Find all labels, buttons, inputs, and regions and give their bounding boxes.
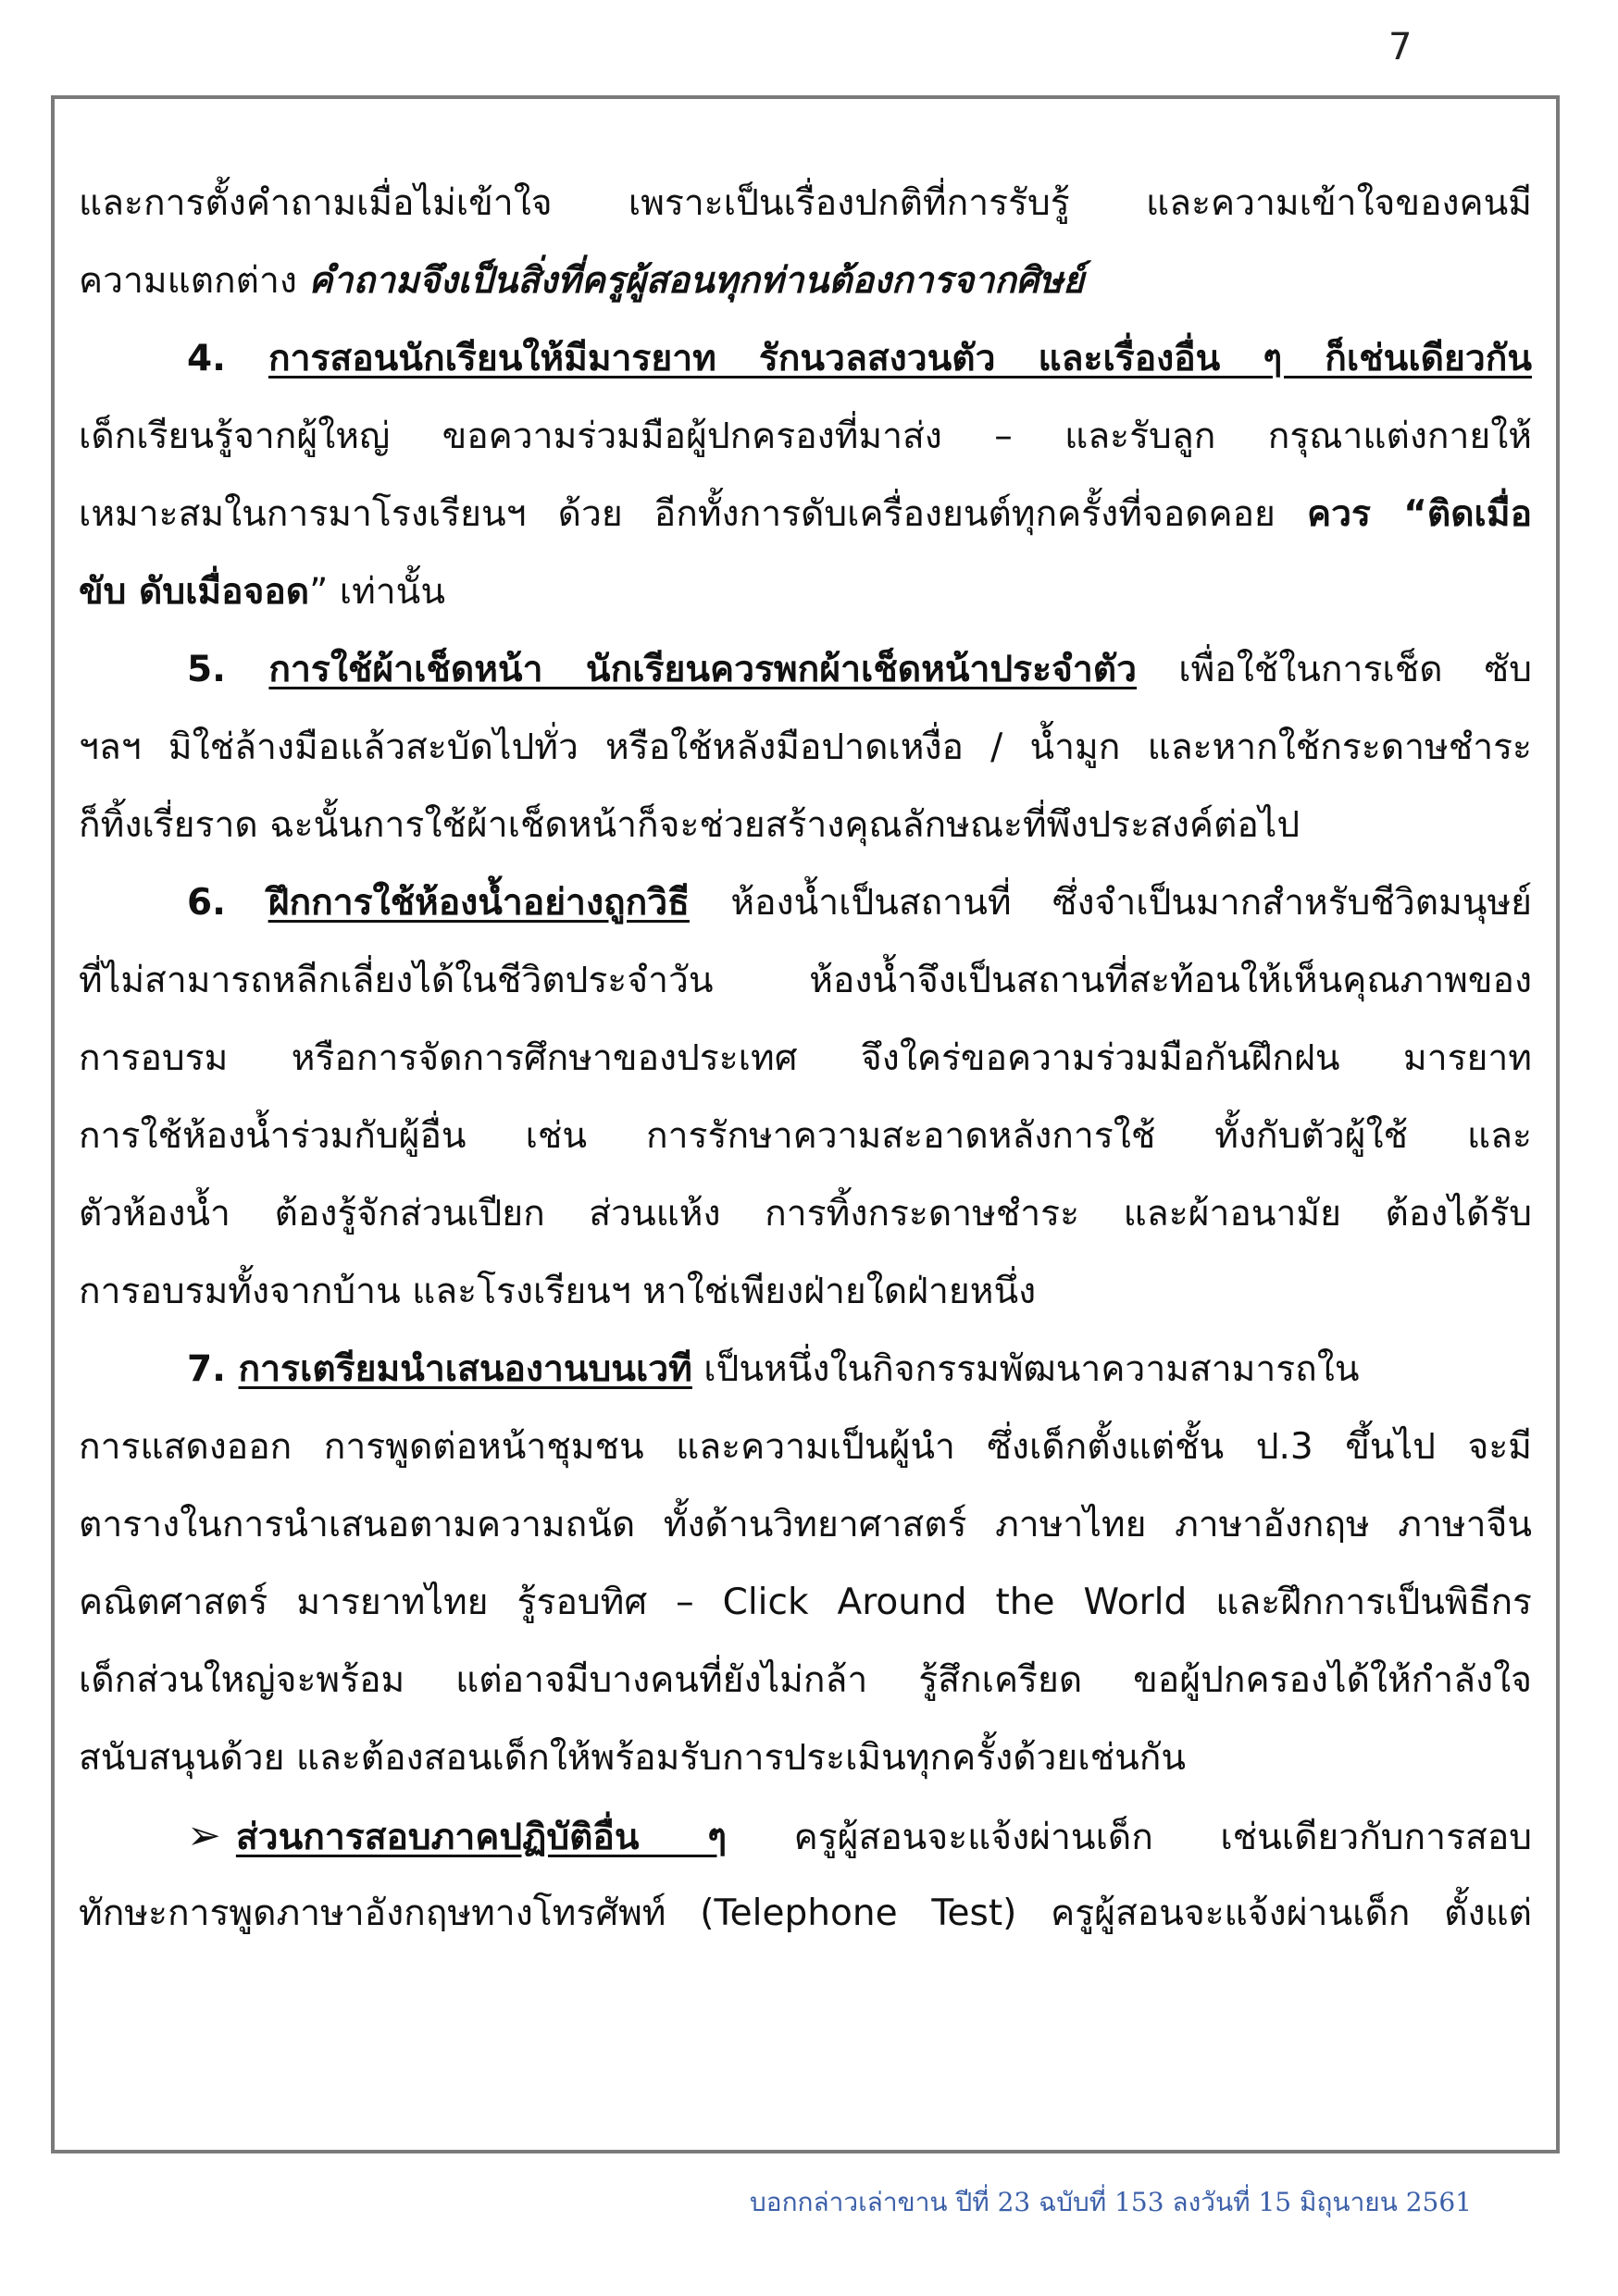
paragraph-line	[79, 240, 1532, 323]
section-title: ฝึกการใช้ห้องน้ำอย่างถูกวิธี	[268, 882, 690, 924]
text-run: เพื่อใช้ในการเช็ด ซับ	[1137, 649, 1532, 690]
paragraph-line: เด็กส่วนใหญ่จะพร้อม แต่อาจมีบางคนที่ยังไม่กล้า รู้สึกเครียด ขอผู้ปกครองได้ให้กำลังใจ	[79, 1659, 1532, 1701]
section-number: 5.	[187, 649, 269, 690]
footer-text: บอกกล่าวเล่าขาน ปีที่ 23 ฉบับที่ 153 ลงวันที่ 15 มิถุนายน 2561	[750, 2187, 1472, 2217]
section-4-heading	[79, 317, 1532, 401]
paragraph-line	[79, 551, 1532, 634]
section-title: การเตรียมนำเสนองานบนเวที	[238, 1348, 692, 1390]
paragraph-line	[79, 473, 1532, 556]
section-number: 7.	[187, 1348, 239, 1390]
text-run: ครูผู้สอนจะแจ้งผ่านเด็ก เช่นเดียวกับการสอบ	[727, 1817, 1532, 1858]
text-run: ความแตกต่าง	[79, 260, 309, 302]
paragraph-line: การอบรม หรือการจัดการศึกษาของประเทศ จึงใคร่ขอความร่วมมือกันฝึกฝน มารยาท	[79, 1037, 1532, 1079]
paragraph-line: คณิตศาสตร์ มารยาทไทย รู้รอบทิศ – Click Around the World และฝึกการเป็นพิธีกร	[79, 1582, 1532, 1623]
text-run: ” เท่านั้น	[309, 571, 445, 613]
text-run: เหมาะสมในการมาโรงเรียนฯ ด้วย อีกทั้งการดับเครื่องยนต์ทุกครั้งที่จอดคอย	[79, 493, 1308, 535]
paragraph-line: ที่ไม่สามารถหลีกเลี่ยงได้ในชีวิตประจำวัน ห้องน้ำจึงเป็นสถานที่สะท้อนให้เห็นคุณภาพของ	[79, 960, 1532, 1001]
paragraph-line: ฯลฯ มิใช่ล้างมือแล้วสะบัดไปทั่ว หรือใช้หลังมือปาดเหงื่อ / น้ำมูก และหากใช้กระดาษชำระ	[79, 726, 1532, 768]
arrow-bullet-icon: ➢	[187, 1812, 221, 1859]
paragraph-line: ตัวห้องน้ำ ต้องรู้จักส่วนเปียก ส่วนแห้ง การทิ้งกระดาษชำระ และผ้าอนามัย ต้องได้รับ	[79, 1193, 1532, 1235]
text-run: ห้องน้ำเป็นสถานที่ ซึ่งจำเป็นมากสำหรับชีวิตมนุษย์	[689, 882, 1532, 924]
paragraph-line: การใช้ห้องน้ำร่วมกับผู้อื่น เช่น การรักษาความสะอาดหลังการใช้ ทั้งกับตัวผู้ใช้ และ	[79, 1115, 1532, 1157]
section-number: 6.	[187, 882, 268, 924]
emphasis-text: ควร “ติดเมื่อ	[1307, 493, 1532, 535]
paragraph-line: เด็กเรียนรู้จากผู้ใหญ่ ขอความร่วมมือผู้ปกครองที่มาส่ง – และรับลูก กรุณาแต่งกายให้	[79, 416, 1532, 457]
paragraph-line: ก็ทิ้งเรี่ยราด ฉะนั้นการใช้ผ้าเช็ดหน้าก็จะช่วยสร้างคุณลักษณะที่พึงประสงค์ต่อไป	[79, 804, 1301, 846]
paragraph-line: ทักษะการพูดภาษาอังกฤษทางโทรศัพท์ (Telephone Test) ครูผู้สอนจะแจ้งผ่านเด็ก ตั้งแต่	[79, 1893, 1532, 1934]
section-6-heading	[79, 862, 1532, 945]
emphasis-text: คำถามจึงเป็นสิ่งที่ครูผู้สอนทุกท่านต้องการจากศิษย์	[308, 260, 1085, 302]
section-title: การใช้ผ้าเช็ดหน้า นักเรียนควรพกผ้าเช็ดหน้าประจำตัว	[268, 649, 1138, 690]
section-number: 4.	[187, 338, 268, 379]
paragraph-line: สนับสนุนด้วย และต้องสอนเด็กให้พร้อมรับการประเมินทุกครั้งด้วยเช่นกัน	[79, 1737, 1187, 1779]
paragraph-line: ตารางในการนำเสนอตามความถนัด ทั้งด้านวิทยาศาสตร์ ภาษาไทย ภาษาอังกฤษ ภาษาจีน	[79, 1504, 1532, 1545]
page-number: 7	[1388, 26, 1413, 68]
section-5-heading	[79, 628, 1532, 712]
bullet-title: ส่วนการสอบภาคปฏิบัติอื่น ๆ	[235, 1817, 728, 1858]
paragraph-line: และการตั้งคำถามเมื่อไม่เข้าใจ เพราะเป็นเรื่องปกติที่การรับรู้ และความเข้าใจของคนมี	[79, 182, 1532, 224]
paragraph-line: การแสดงออก การพูดต่อหน้าชุมชน และความเป็นผู้นำ ซึ่งเด็กตั้งแต่ชั้น ป.3 ขึ้นไป จะมี	[79, 1426, 1532, 1468]
emphasis-text: ขับ ดับเมื่อจอด	[79, 571, 310, 613]
text-run: เป็นหนึ่งในกิจกรรมพัฒนาความสามารถใน	[691, 1348, 1360, 1390]
paragraph-line: การอบรมทั้งจากบ้าน และโรงเรียนฯ หาใช่เพียงฝ่ายใดฝ่ายหนึ่ง	[79, 1271, 1037, 1312]
bullet-heading	[79, 1794, 1532, 1878]
section-7-heading	[79, 1328, 1532, 1411]
section-title: การสอนนักเรียนให้มีมารยาท รักนวลสงวนตัว และเรื่องอื่น ๆ ก็เช่นเดียวกัน	[268, 338, 1532, 379]
